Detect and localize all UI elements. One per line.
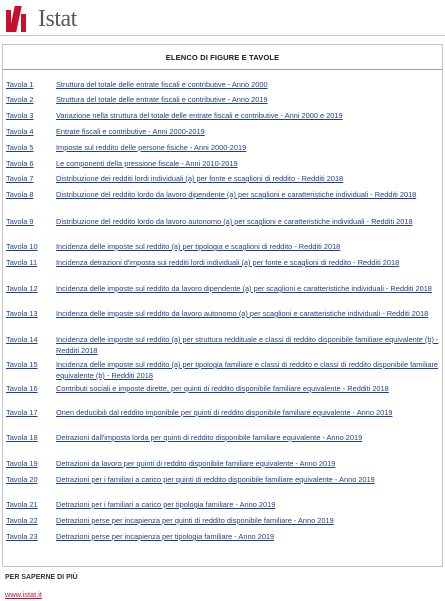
istat-logo-mark-icon: [6, 6, 36, 32]
toc-row-title-link[interactable]: Incidenza delle imposte sul reddito da lavoro dipendente (a) per scaglioni e caratteristiche individuali - Redditi 2018: [56, 284, 432, 293]
toc-row-label-link[interactable]: Tavola 20: [6, 475, 38, 484]
toc-row-label-link[interactable]: Tavola 17: [6, 408, 38, 417]
toc-row-title-link[interactable]: Incidenza delle imposte sul reddito da lavoro autonomo (a) per scaglioni e caratteristiche individuali - Redditi 2018: [56, 309, 429, 318]
toc-row-label-link[interactable]: Tavola 18: [6, 433, 38, 442]
toc-row-title-link[interactable]: Distribuzione del reddito lordo da lavoro autonomo (a) per scaglioni e caratteristiche individuali - Redditi 2018: [56, 217, 413, 226]
footer-heading: PER SAPERNE DI PIÙ: [5, 574, 78, 581]
toc-row-label-link[interactable]: Tavola 6: [6, 159, 34, 168]
toc-title: ELENCO DI FIGURE E TAVOLE: [165, 53, 280, 62]
toc-row-label-link[interactable]: Tavola 1: [6, 80, 34, 89]
toc-row-label-link[interactable]: Tavola 3: [6, 111, 34, 120]
toc-row-label-link[interactable]: Tavola 14: [6, 335, 38, 344]
toc-row-label-link[interactable]: Tavola 19: [6, 459, 38, 468]
toc-row-label-link[interactable]: Tavola 2: [6, 95, 34, 104]
toc-row-title-link[interactable]: Entrate fiscali e contributive - Anni 2000-2019: [56, 127, 205, 136]
toc-row-title-link[interactable]: Detrazioni perse per incapienza per quinti di reddito disponibile familiare - Anno 2019: [56, 516, 334, 525]
title-divider: [3, 69, 442, 70]
toc-row-title-link[interactable]: Detrazioni per i familiari a carico per tipologia familiare - Anno 2019: [56, 500, 276, 509]
header-divider: [0, 35, 445, 36]
toc-row-title-link[interactable]: Variazione nella struttura del totale delle entrate fiscali e contributive - Anni 2000 e 2019: [56, 111, 343, 120]
toc-row-label-link[interactable]: Tavola 8: [6, 190, 34, 199]
toc-row-title-link[interactable]: Contributi sociali e imposte dirette, per quinti di reddito disponibile familiare equivalente - Redditi 2018: [56, 384, 389, 393]
toc-row-title-link[interactable]: Oneri deducibili dal reddito imponibile per quinti di reddito disponibile familiare equivalente - Anno 2019: [56, 408, 393, 417]
toc-row-label-link[interactable]: Tavola 5: [6, 143, 34, 152]
toc-row-label-link[interactable]: Tavola 22: [6, 516, 38, 525]
toc-row-label-link[interactable]: Tavola 21: [6, 500, 38, 509]
toc-row-label-link[interactable]: Tavola 13: [6, 309, 38, 318]
toc-row-label-link[interactable]: Tavola 16: [6, 384, 38, 393]
toc-row-title-link[interactable]: Incidenza delle imposte sul reddito (a) per struttura reddituale e classi di reddito disponibile familiare equivalente (b) - Redditi 2018: [56, 335, 439, 355]
toc-row-title-link[interactable]: Incidenza delle imposte sul reddito (a) per tipologia familiare e classi di reddito e classi di reddito disponibile familiare equivalente (b) - Redditi 2018: [56, 360, 439, 380]
istat-website-link[interactable]: www.istat.it: [5, 590, 42, 599]
toc-row-title-link[interactable]: Imposte sul reddito delle persone fisiche - Anni 2000-2019: [56, 143, 247, 152]
toc-row-label-link[interactable]: Tavola 7: [6, 174, 34, 183]
toc-row-label-link[interactable]: Tavola 15: [6, 360, 38, 369]
toc-row-label-link[interactable]: Tavola 10: [6, 242, 38, 251]
toc-row-title-link[interactable]: Distribuzione dei redditi lordi individuali (a) per fonte e scaglioni di reddito - Redditi 2018: [56, 174, 344, 183]
toc-row-title-link[interactable]: Struttura del totale delle entrate fiscali e contributive - Anno 2000: [56, 80, 268, 89]
toc-row-title-link[interactable]: Le componenti della pressione fiscale - Anni 2010-2019: [56, 159, 238, 168]
toc-box: [2, 44, 443, 567]
toc-row-label-link[interactable]: Tavola 11: [6, 258, 38, 267]
istat-logo[interactable]: [6, 5, 77, 33]
toc-row-title-link[interactable]: Detrazioni da lavoro per quinti di reddito disponibile familiare equivalente - Anno 2019: [56, 459, 336, 468]
toc-row-title-link[interactable]: Incidenza delle imposte sul reddito (a) per tipologia e scaglioni di reddito - Redditi 2018: [56, 242, 341, 251]
toc-row-label-link[interactable]: Tavola 4: [6, 127, 34, 136]
toc-row-title-link[interactable]: Struttura del totale delle entrate fiscali e contributive - Anno 2019: [56, 95, 268, 104]
toc-row-label-link[interactable]: Tavola 9: [6, 217, 34, 226]
toc-row-title-link[interactable]: Detrazioni dall'imposta lorda per quinti di reddito disponibile familiare equivalente - Anno 2019: [56, 433, 363, 442]
toc-row-title-link[interactable]: Detrazioni perse per incapienza per tipologia familiare - Anno 2019: [56, 532, 275, 541]
toc-row-label-link[interactable]: Tavola 23: [6, 532, 38, 541]
toc-row-label-link[interactable]: Tavola 12: [6, 284, 38, 293]
toc-row-title-link[interactable]: Detrazioni per i familiari a carico per quinti di reddito disponibile familiare equivalente - Anno 2019: [56, 475, 375, 484]
toc-row-title-link[interactable]: Incidenza detrazioni d'imposta sui redditi lordi individuali (a) per fonte e scaglioni di reddito - Redditi 2018: [56, 258, 400, 267]
toc-row-title-link[interactable]: Distribuzione del reddito lordo da lavoro dipendente (a) per scaglioni e caratteristiche individuali - Redditi 2018: [56, 190, 417, 199]
logo-text: Istat: [38, 5, 77, 32]
